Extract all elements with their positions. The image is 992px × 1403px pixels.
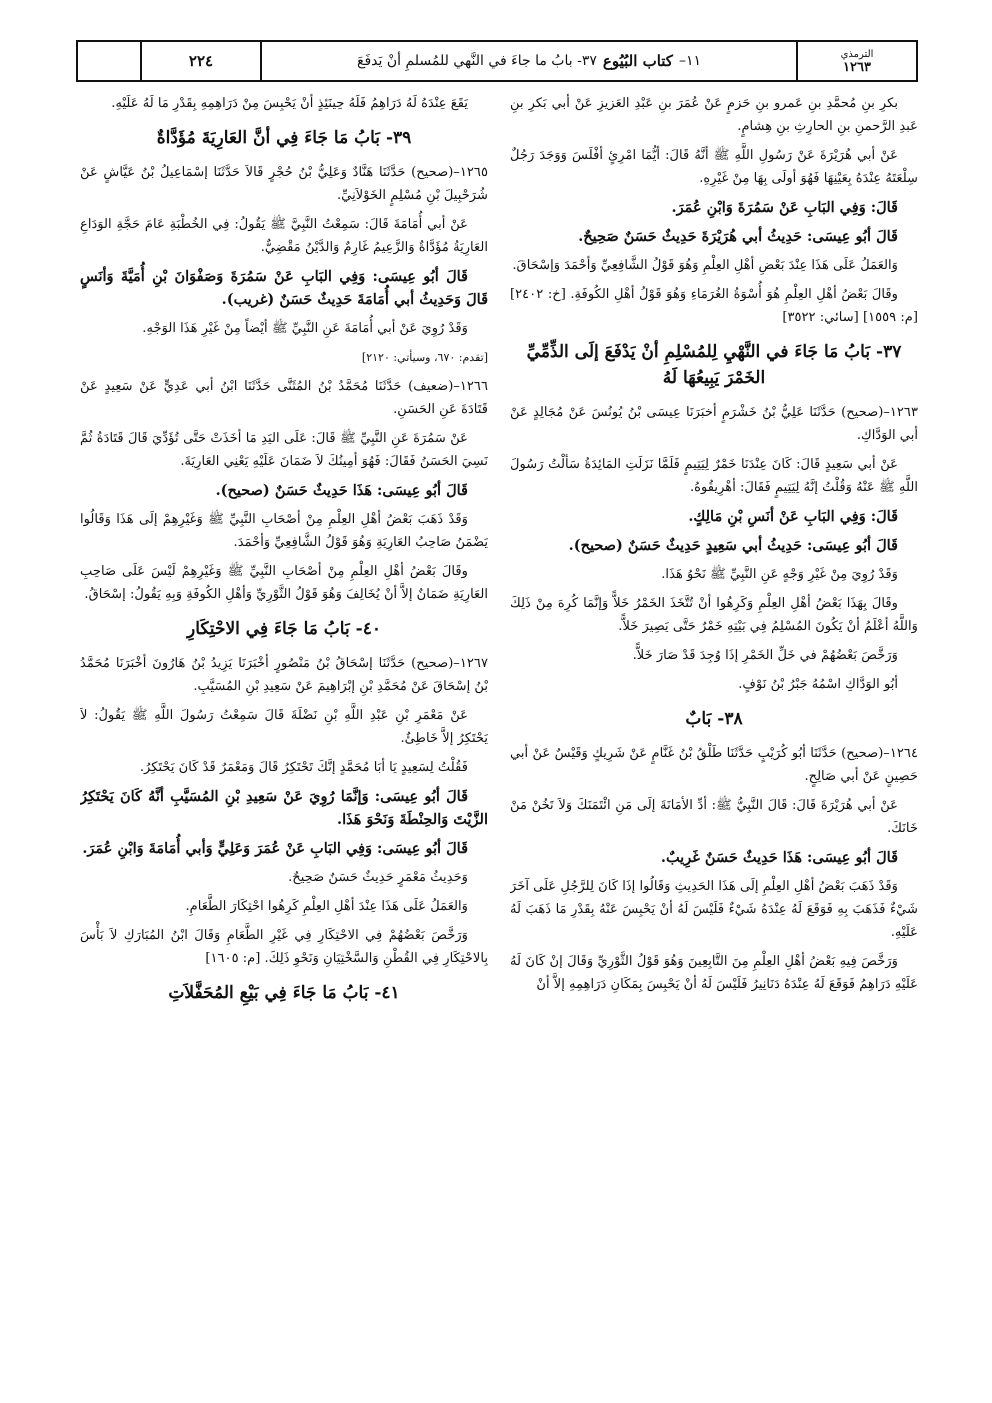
hadith-1267-isnad: ١٢٦٧–(صحيح) حَدَّثَنَا إسْحَاقُ بْنُ مَنْصُورٍ أخْبَرَنَا يَزِيدُ بْنُ هَارُونَ أخْبَرَنَا مُحَمَّدُ بْنُ إسْحَاقَ عَنْ مُحَمَّدِ بْنِ إبْرَاهِيمَ عَنْ سَعِيدِ بْنِ المُسَيَّبِ. — [80, 656, 488, 694]
chapter-heading-37: ٣٧- بَابُ مَا جَاءَ في النَّهْيِ لِلمُسْلِمِ أنْ يَدْفَعَ إلَى الذِّمِّيِّ الخَمْرَ يَبِيعُهَا لَهُ — [526, 342, 902, 388]
tirmidhi-grading: وَحَدِيثُ مَعْمَرٍ حَدِيثٌ حَسَنٌ صَحِيحٌ. — [288, 870, 468, 885]
narrator-note: أبُو الوَدَّاكِ اسْمُهُ جَبْرُ بْنُ نَوْفٍ. — [738, 677, 898, 692]
tirmidhi-comment: قَالَ أبُو عِيسَى: وَفِي البَابِ عَنْ سَمُرَةَ وَصَفْوَانَ بْنِ أُمَيَّةَ وَأنَسٍ قَالَ وَحَدِيثُ أبي أُمَامَةَ حَدِيثٌ حَسَنٌ (غريب). — [80, 268, 488, 308]
cross-reference: [تقدم: ٦٧٠، وسيأتي: ٢١٢٠] — [361, 351, 488, 364]
tirmidhi-comment: قَالَ أبُو عِيسَى: وَفِي البَابِ عَنْ عُمَرَ وَعَلِيٍّ وَأبي أُمَامَةَ وَابْنِ عُمَرَ. — [82, 840, 468, 857]
scholar-opinion: وَالعَمَلُ عَلَى هَذَا عِنْدَ أهْلِ العِلْمِ كَرِهُوا احْتِكَارَ الطَّعَامِ. — [185, 899, 468, 914]
scholar-opinion: وقَالَ بَعْضُ أهْلِ العِلْمِ هُوَ أُسْوَةُ الغُرَمَاءِ وَهُوَ قَوْلُ أهْلِ الكُوفَةِ. [خ: ٢٤٠٢] [م: ١٥٥٩] [سائي: ٣٥٢٢] — [510, 287, 918, 325]
hadith-1267-text: عَنْ مَعْمَرِ بْنِ عَبْدِ اللَّهِ بْنِ نَضْلَةَ قَالَ سَمِعْتُ رَسُولَ اللَّهِ ﷺ يَقُولُ: لاَ يَحْتَكِرُ إلاَّ خَاطِئٌ. — [80, 708, 488, 746]
scholar-opinion: وَرَخَّصَ فِيهِ بَعْضُ أهْلِ العِلْمِ مِنَ التَّابِعِينَ وَهُوَ قَوْلُ الثَّوْرِيِّ وَقَالَ إنْ كَانَ لَهُ عَلَيْهِ دَرَاهِمُ فَوَقَعَ لَهُ عِنْدَهُ دَنَانِيرُ فَلَيْسَ لَهُ أنْ يَحْبِسَ بِمَكَانِ دَرَاهِمِهِ إلاَّ أنْ — [510, 954, 918, 992]
chapter-heading-39: ٣٩- بَابُ مَا جَاءَ فِي أنَّ العَارِيَةَ مُؤَدَّاةٌ — [156, 128, 412, 148]
isnad-continuation: بكرِ بنِ مُحمَّدِ بنِ عَمرو بنِ حَزمٍ عَنْ عُمَرَ بنِ عَبْدِ العَزيزِ عَنْ أبي بَكرِ بنِ عَبدِ الرَّحمنِ بنِ الحارِثِ بنِ هِشامٍ. — [510, 96, 918, 134]
chapter-heading-40: ٤٠- بَابُ مَا جَاءَ فِي الاحْتِكَارِ — [187, 619, 381, 639]
hadith-1266-isnad: ١٢٦٦–(ضعيف) حَدَّثَنَا مُحَمَّدُ بْنُ المُثَنَّى حَدَّثَنَا ابْنُ أبي عَدِيٍّ عَنْ سَعِيدٍ عَنْ قَتَادَةَ عَنِ الحَسَنِ. — [80, 379, 488, 417]
left-column — [80, 92, 488, 1382]
reference-label: الترمذي — [840, 49, 874, 60]
hadith-1266-text: عَنْ سَمُرَةَ عَنِ النَّبِيِّ ﷺ قَالَ: عَلَى اليَدِ مَا أخَذَتْ حَتَّى تُؤَدِّيَ قَالَ قَتَادَةُ ثُمَّ نَسِيَ الحَسَنُ فَقَالَ: فَهُوَ أمِينُكَ لاَ ضَمَانَ عَلَيْهِ يَعْنِي العَارِيَةَ. — [80, 431, 488, 469]
book-title: كتاب البُيُوع — [602, 52, 673, 70]
scholar-opinion: وَرَخَّصَ بَعْضُهُمْ في خَلِّ الخَمْرِ إذَا وُجِدَ قَدْ صَارَ خَلاًّ. — [632, 648, 898, 663]
hadith-text: عَنْ أبي هُرَيْرَةَ عَنْ رَسُولِ اللَّهِ ﷺ أنَّهُ قَالَ: أيُّمَا امْرِئٍ أفْلَسَ وَوَجَدَ رَجُلٌ سِلْعَتَهُ عِنْدَهُ بِعَيْنِهَا فَهُوَ أولَى بِهَا مِنْ غَيْرِهِ. — [510, 148, 918, 186]
book-number: ١١– — [678, 53, 701, 69]
narration-note: فَقُلْتُ لِسَعِيدٍ يَا أبَا مُحَمَّدٍ إنَّكَ تَحْتَكِرُ قَالَ وَمَعْمَرٌ قَدْ كَانَ يَحْتَكِرُ. — [139, 760, 468, 775]
text-continuation: يَقَعَ عِنْدَهُ لَهُ دَرَاهِمُ فَلَهُ حِينَئِذٍ أنْ يَحْبِسَ مِنْ دَرَاهِمِهِ بِقَدْرِ مَا لَهُ عَلَيْهِ. — [111, 96, 468, 111]
hadith-1264-text: عَنْ أبي هُرَيْرَةَ قَالَ: قَالَ النَّبِيُّ ﷺ: أدِّ الأمَانَةَ إلَى مَنِ ائْتَمَنَكَ وَلاَ تَخُنْ مَنْ خَانَكَ. — [510, 798, 918, 836]
hadith-1265-text: عَنْ أبي أُمَامَةَ قَالَ: سَمِعْتُ النَّبِيَّ ﷺ يَقُولُ: فِي الخُطْبَةِ عَامَ حَجَّةِ الوَدَاعِ العَارِيَةُ مُؤَدَّاةٌ وَالزَّعِيمُ غَارِمٌ وَالدَّيْنُ مَقْضِيٌّ. — [80, 217, 488, 255]
scholar-opinion: وَالعَمَلُ عَلَى هَذَا عِنْدَ بَعْضِ أهْلِ العِلْمِ وَهُوَ قَوْلُ الشَّافِعِيِّ وَأحْمَدَ وَإسْحَاقَ. — [512, 258, 898, 273]
tirmidhi-grading: قَالَ أبُو عِيسَى: هَذَا حَدِيثٌ حَسَنٌ (صحيح). — [215, 482, 468, 499]
right-column — [510, 92, 918, 1382]
tirmidhi-grading: قَالَ أبُو عِيسَى: هَذَا حَدِيثٌ حَسَنٌ غَرِيبٌ. — [660, 849, 898, 866]
scholar-opinion: وَرَخَّصَ بَعْضُهُمْ فِي الاحْتِكَارِ فِي غَيْرِ الطَّعَامِ وَقَالَ ابْنُ المُبَارَكِ لاَ بَأْسَ بِالاحْتِكَارِ فِي القُطْنِ وَالسَّخْتِيَانِ وَنَحْوِ ذَلِكَ. [م: ١٦٠٥] — [80, 928, 488, 966]
chapter-title: ٣٧- بابُ ما جاءَ في النَّهي للمُسلمِ أنْ يَدفَعَ — [357, 53, 597, 69]
tirmidhi-grading: قَالَ أبُو عِيسَى: حَدِيثُ أبي سَعِيدٍ حَدِيثٌ حَسَنٌ (صحيح). — [568, 537, 898, 554]
narration-note: وَقَدْ رُوِيَ مِنْ غَيْرِ وَجْهٍ عَنِ النَّبِيِّ ﷺ نَحْوُ هَذَا. — [661, 567, 898, 582]
narration-note: وَقَدْ رُوِيَ عَنْ أبي أُمَامَةَ عَنِ النَّبِيِّ ﷺ أيْضاً مِنْ غَيْرِ هَذَا الوَجْهِ. — [142, 321, 468, 336]
tirmidhi-grading: قَالَ أبُو عِيسَى: حَدِيثُ أبي هُرَيْرَةَ حَدِيثٌ حَسَنٌ صَحِيحٌ. — [578, 228, 898, 245]
reference-number: ١٢٦٣ — [843, 60, 871, 75]
tirmidhi-comment: قَالَ: وَفِي البَابِ عَنْ سَمُرَةَ وَابْنِ عُمَرَ. — [671, 199, 898, 216]
tirmidhi-comment: قَالَ: وَفِي البَابِ عَنْ أنَسِ بْنِ مَالِكٍ. — [688, 508, 898, 525]
running-title — [260, 42, 796, 80]
hadith-1263-isnad: ١٢٦٣–(صحيح) حَدَّثَنَا عَلِيُّ بْنُ خَشْرَمٍ أخبَرَنَا عِيسَى بْنُ يُونُسَ عَنْ مُجَالِدٍ عَنْ أبي الوَدَّاكِ. — [510, 405, 918, 443]
hadith-1265-isnad: ١٢٦٥–(صحيح) حَدَّثَنَا هَنَّادٌ وَعَلِيُّ بْنُ حُجْرٍ قَالاَ حَدَّثَنَا إسْمَاعِيلُ بْنُ عَيَّاشٍ عَنْ شُرَحْبِيلَ بْنِ مُسْلِمٍ الخَوْلاَنِيِّ. — [80, 165, 488, 203]
scholar-opinion: وَقَدْ ذَهَبَ بَعْضُ أهْلِ العِلْمِ إلَى هَذَا الحَدِيثِ وَقَالُوا إذَا كَانَ لِلرَّجُلِ عَلَى آخَرَ شَيْءٌ فَذَهَبَ بِهِ فَوَقَعَ لَهُ عِنْدَهُ شَيْءٌ فَلَيْسَ لَهُ أنْ يَحْبِسَ عَنْهُ بِقَدْرِ مَا ذَهَبَ لَهُ عَلَيْهِ. — [510, 879, 918, 940]
page-number: ٢٢٤ — [140, 42, 260, 80]
hadith-reference-box — [796, 42, 916, 80]
chapter-heading-41: ٤١- بَابُ مَا جَاءَ فِي بَيْعِ المُحَفَّلاَتِ — [168, 983, 400, 1003]
header-blank-cell — [78, 42, 140, 80]
tirmidhi-comment: قَالَ أبُو عِيسَى: وَإنَّمَا رُوِيَ عَنْ سَعِيدِ بْنِ المُسَيَّبِ أنَّهُ كَانَ يَحْتَكِرُ الزَّيْتَ وَالحِنْطَةَ وَنَحْوَ هَذَا. — [80, 788, 488, 828]
scholar-opinion: وقَالَ بِهَذَا بَعْضُ أهْلِ العِلْمِ وَكَرِهُوا أنْ تُتَّخَذَ الخَمْرُ خَلاًّ وَإنَّمَا كُرِهَ مِنْ ذَلِكَ وَاللَّهُ أعْلَمُ أنْ يَكُونَ المُسْلِمُ فِي بَيْتِهِ خَمْرٌ حَتَّى يَصِيرَ خَلاًّ. — [510, 596, 918, 634]
hadith-1263-text: عَنْ أبي سَعِيدٍ قَالَ: كَانَ عِنْدَنَا خَمْرٌ لِيَتِيمٍ فَلَمَّا نَزَلَتِ المَائِدَةُ سَألْتُ رَسُولَ اللَّهِ ﷺ عَنْهُ وَقُلْتُ إنَّهُ لِيَتِيمٍ فَقَالَ: أهْرِيقُوهُ. — [510, 457, 918, 495]
hadith-1264-isnad: ١٢٦٤–(صحيح) حَدَّثَنَا أبُو كُرَيْبٍ حَدَّثَنَا طَلْقُ بْنُ غَنَّامٍ عَنْ شَرِيكٍ وَقَيْسٌ عَنْ أبي حَصِينٍ عَنْ أبي صَالِحٍ. — [510, 746, 918, 784]
page-header — [76, 40, 918, 82]
scholar-opinion: وَقَدْ ذَهَبَ بَعْضُ أهْلِ العِلْمِ مِنْ أصْحَابِ النَّبِيِّ ﷺ وَغَيْرِهِمْ إلَى هَذَا وَقَالُوا يَضْمَنُ صَاحِبُ العَارِيَةِ وَهُوَ قَوْلُ الشَّافِعِيِّ وَأحْمَدَ. — [80, 512, 488, 550]
chapter-heading-38: ٣٨- بَابٌ — [685, 709, 743, 729]
scholar-opinion: وقَالَ بَعْضُ أهْلِ العِلْمِ مِنْ أصْحَابِ النَّبِيِّ ﷺ وَغَيْرِهِمْ لَيْسَ عَلَى صَاحِبِ العَارِيَةِ ضَمَانٌ إلاَّ أنْ يُخَالِفَ وَهُوَ قَوْلُ الثَّوْرِيِّ وَأهْلِ الكُوفَةِ وَبِهِ يَقُولُ: إسْحَاقُ. — [80, 564, 488, 602]
